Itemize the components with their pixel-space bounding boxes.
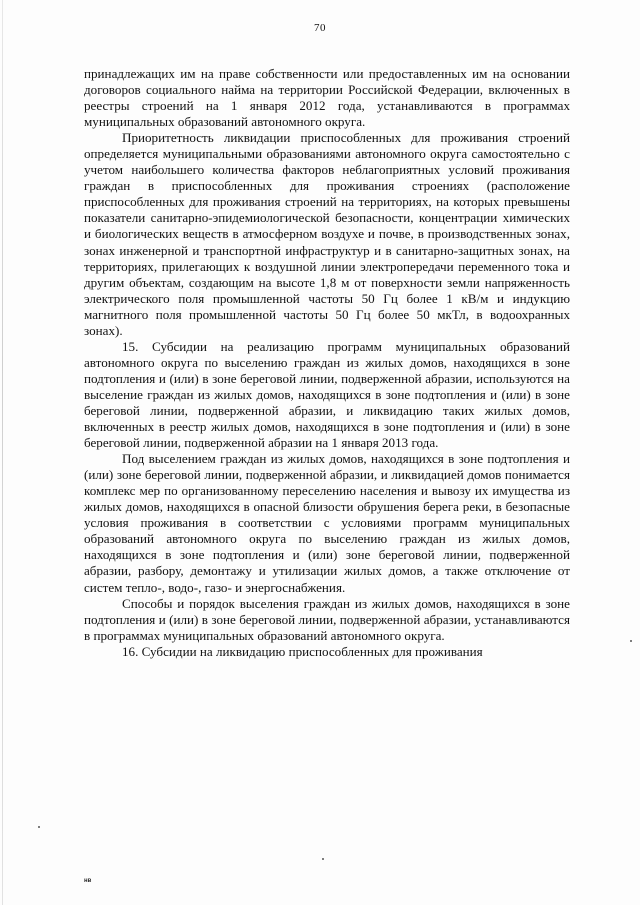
paragraph-item-15: 15. Субсидии на реализацию программ муниципальных образований автономного округа по выселению граждан из жилых домов, находящихся в зоне подтопления и (или) в зоне береговой линии, подверженной абразии, используются на выселение граждан из жилых домов, находящихся в зоне подтопления и (или) в зоне береговой линии, подверженной абразии, и ликвидацию таких жилых домов, включенных в реестр жилых домов, находящихся в зоне подтопления и (или) в зоне береговой линии, подверженной абразии на 1 января 2013 года. — [84, 338, 570, 451]
scan-speck — [38, 826, 40, 828]
scan-speck — [322, 858, 324, 860]
paragraph-liquidation-priority: Приоритетность ликвидации приспособленных для проживания строений определяется муниципальными образованиями автономного округа самостоятельно с учетом наибольшего количества факторов неблагоприятных условий проживания граждан в приспособленных для проживания строениях (расположение приспособленных для проживания строений на территориях, на которых превышены показатели санитарно-эпидемиологической безопасности, концентрации химических и биологических веществ в атмосферном воздухе и почве, в производственных зонах, зонах инженерной и транспортной инфраструктур и в санитарно-защитных зонах, на территориях, прилегающих к воздушной линии электропередачи переменного тока и другим объектам, создающим на высоте 1,8 м от поверхности земли напряженность электрического поля промышленной частоты 50 Гц более 1 кВ/м и индукцию магнитного поля промышленной частоты 50 Гц более 50 мкТл, в водоохранных зонах). — [84, 130, 570, 338]
paragraph-eviction-definition: Под выселением граждан из жилых домов, находящихся в зоне подтопления и (или) зоне береговой линии, подверженной абразии, и ликвидацией домов понимается комплекс мер по организованному переселению населения и вывозу их имущества из жилых домов, находящихся в опасной близости обрушения берега реки, в безопасные условия проживания в соответствии с условиями программ муниципальных образований автономного округа по выселению граждан из жилых домов, находящихся в зоне подтопления и (или) зоне береговой линии, подверженной абразии, разбору, демонтажу и утилизации жилых домов, а также отключение от систем тепло-, водо-, газо- и энергоснабжения. — [84, 451, 570, 595]
page-number: 70 — [314, 22, 326, 34]
scan-edge — [2, 0, 3, 905]
document-body — [84, 66, 570, 660]
paragraph-item-16: 16. Субсидии на ликвидацию приспособленных для проживания — [122, 643, 483, 659]
footer-initials: нв — [84, 878, 92, 884]
scan-speck — [630, 640, 632, 642]
paragraph-eviction-methods: Способы и порядок выселения граждан из жилых домов, находящихся в зоне подтопления и (или) в зоне береговой линии, подверженной абразии, устанавливаются в программах муниципальных образований автономного округа. — [84, 595, 570, 643]
paragraph-continuation: принадлежащих им на праве собственности или предоставленных им на основании договоров социального найма на территории Российской Федерации, включенных в реестры строений на 1 января 2012 года, устанавливаются в программах муниципальных образований автономного округа. — [84, 66, 570, 130]
